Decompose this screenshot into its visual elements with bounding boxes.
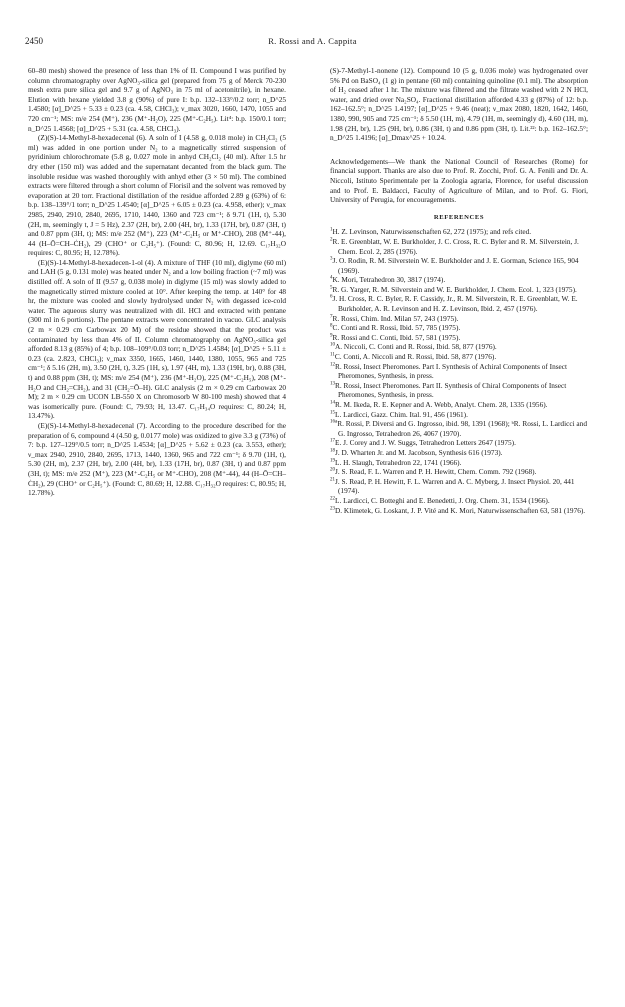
reference-number: 17: [330, 438, 335, 444]
reference-text: H. Z. Levinson, Naturwissenschaften 62, 272 (1975); and refs cited.: [332, 227, 532, 237]
section-spacer: [330, 143, 588, 157]
body-paragraph: (Z)(S)-14-Methyl-8-hexadecenal (6). A soln of I (4.58 g, 0.018 mole) in CH₂Cl₂ (5 ml) was added in one portion under N₂ to a magnetically stirred suspension of pyridinium chlorochromate (5.8 g, 0.027 mole in anhyd CH₂Cl₂ (40 ml). After 1.5 hr dry ether (150 ml) was added and the supernatant decanted from the black gum. The insoluble residue was washed thoroughly with anhyd ether (3 × 50 ml). The combined extracts were filtered through a short column of Florisil and the solvent was removed by evaporation at 20 torr. Fractional distillation of the residue afforded 2.89 g (63%) of 6: b.p. 138–139°/1 torr; n_D^25 1.4540; [α]_D^25 + 6.05 ± 0.23 (ca. 4.958, ether); ν_max 2985, 2940, 2910, 2840, 2695, 1710, 1440, 1360 and 723 cm⁻¹; δ 9.71 (1H, t), 5.30 (2H, m, seemingly t, J = 5 Hz), 2.37 (2H, br), 2.00 (4H, br), 1.33 (17H, br), 0.87 (3H, t) and 0.87 ppm (3H, t); MS: m/e 252 (M⁺), 223 (M⁺-C₂H₅ or M⁺-CHO), 208 (M⁺-44), 44 (H–Ō=CH–ĊH₂), 29 (CHO⁺ or C₂H₅⁺). (Found: C, 80.96; H, 12.69. C₁₇H₃₂O requires: C, 80.95; H, 12.78%).: [28, 133, 286, 258]
reference-number: 23: [330, 506, 335, 512]
reference-text: K. Mori, Tetrahedron 30, 3817 (1974).: [332, 275, 446, 285]
body-paragraph: 60–80 mesh) showed the presence of less than 1% of II. Compound I was purified by column chromatography over AgNO₃-silica gel (prepared from 75 g of Merck 70-230 mesh extra pure silica gel and 9.7 g of AgNO₃ in 75 ml of acetonitrile), in hexane. Elution with hexane yielded 3.8 g (90%) of pure I: b.p. 132–133°/0.2 torr; n_D^25 1.4580; [α]_D^25 + 5.33 ± 0.23 (ca. 4.58, CHCl₃); ν_max 3020, 1660, 1470, 1055 and 720 cm⁻¹; MS: m/e 254 (M⁺), 236 (M⁺-H₂O), 225 (M⁺-C₂H₅). Lit⁴: b.p. 150/0.1 torr; n_D^25 1.4568; [α]_D^25 + 5.31 (ca. 4.58, CHCl₃).: [28, 66, 286, 133]
reference-item: [330, 419, 588, 438]
reference-item: [330, 323, 588, 333]
reference-number: 3: [330, 256, 333, 262]
reference-item: [330, 237, 588, 256]
reference-item: [330, 400, 588, 410]
reference-text: R. E. Greenblatt, W. E. Burkholder, J. C. Cross, R. C. Byler and R. M. Silverstein, J. Chem. Ecol. 2, 285 (1976).: [332, 236, 579, 256]
right-column: [330, 66, 588, 515]
reference-item: [330, 275, 588, 285]
reference-item: [330, 285, 588, 295]
reference-number: 1: [330, 227, 333, 233]
reference-text: L. Lardicci, Gazz. Chim. Ital. 91, 456 (1961).: [335, 409, 468, 419]
reference-item: [330, 506, 588, 516]
reference-item: [330, 448, 588, 458]
reference-item: [330, 496, 588, 506]
reference-number: 6: [330, 295, 333, 301]
reference-number: 11: [330, 352, 335, 358]
acknowledgements: Acknowledgements—We thank the National Council of Researches (Rome) for financial support. Thanks are also due to Prof. R. Zocchi, Prof. G. A. Fenili and Dr. A. Niccoli, Istituto Sperimentale per la Zoologia agraria, Florence, for useful discussion and to Prof. E. Baldacci, Faculty of Agriculture of Milan, and to Prof. G. Fiori, University of Perugia, for encouragements.: [330, 156, 588, 205]
reference-text: J. S. Read, P. H. Hewitt, F. L. Warren and A. C. Myberg, J. Insect Physiol. 20, 441 (1974).: [335, 476, 575, 496]
reference-number: 20: [330, 467, 335, 473]
reference-text: R. G. Yarger, R. M. Silverstein and W. E. Burkholder, J. Chem. Ecol. 1, 323 (1975).: [332, 284, 577, 294]
reference-text: R. Rossi, P. Diversi and G. Ingrosso, ibid. 98, 1391 (1968); ᵇR. Rossi, L. Lardicci and G. Ingrosso, Tetrahedron 26, 4067 (1970).: [337, 419, 587, 438]
body-paragraph: (S)-7-Methyl-1-nonene (12). Compound 10 (5 g, 0.036 mole) was hydrogenated over 5% Pd on BaSO₄ (1 g) in pentane (60 ml) containing quinoline (0.1 ml). The absorption of H₂ ceased after 1 hr. The mixture was filtered and the filtrate washed with 2 N HCl, water, and dried over Na₂SO₄. Fractional distillation afforded 4.33 g (87%) of 12: b.p. 162–162.5°; n_D^25 1.4197; [α]_D^25 + 9.46 (neat); ν_max 2080, 1820, 1642, 1460, 1380, 990, 905 and 725 cm⁻¹; δ 5.50 (1H, m), 4.79 (1H, m, seemingly d), 4.60 (1H, m), 1.98 (2H, br), 1.25 (9H, br), 0.86 (3H, t) and 0.86 ppm (3H, t). Lit.²²: b.p. 162–162.5°; n_D^25 1.4196; [α]_Dmax^25 + 10.24.: [330, 66, 588, 143]
reference-number: 12: [330, 362, 335, 368]
body-paragraph: (E)(S)-14-Methyl-8-hexadecen-1-ol (4). A mixture of THF (10 ml), diglyme (60 ml) and LAH (5 g, 0.131 mole) was heated under N₂ and a low boiling fraction (~7 ml) was distilled off. A soln of II (9.57 g, 0.038 mole) in diglyme (15 ml) was slowly added to the magnetically stirred mixture cooled at 10°. After keeping the temp. at 140° for 48 hr, the mixture was cooled and slowly hydrolysed under N₂ with degassed ice-cold water. The aqueous slurry was neutralized with dil. HCl and extracted with pentane (300 ml in 6 portions). The pentane extracts were concentrated in vacuo. GLC analysis (2 m × 0.29 cm Carbowax 20 M) of the residue showed that the product was contaminated by less than 4% of II. Column chromatography on AgNO₃-silica gel afforded 8.13 g (85%) of 4; b.p. 108–109°/0.03 torr; n_D^25 1.4584; [α]_D^25 + 5.11 ± 0.23 (ca. 2.823, CHCl₃); ν_max 3350, 1665, 1460, 1440, 1380, 1055, 965 and 725 cm⁻¹; δ 5.16 (2H, m), 3.50 (2H, t), 3.25 (1H, s), 1.97 (4H, m), 1.33 (19H, br), 0.88 (3H, t) and 0.88 ppm (3H, t); MS: m/e 254 (M⁺), 236 (M⁺-H₂O), 225 (M⁺-C₂H₅), 208 (M⁺-H₂O and CH₂=CH₂), and 31 (CH₂=Ō–H). GLC analysis (2 m × 0.29 cm Carbowax 20 M); 2 m × 0.29 cm UCON LB-550 X on Chromosorb W 80-100 mesh) showed that 4 was isomerically pure. (Found: C, 79.93; H, 13.47. C₁₇H₃₄O requires: C, 80.24; H, 13.47%).: [28, 257, 286, 421]
reference-text: R. Rossi, Insect Pheromones. Part I. Synthesis of Achiral Components of Insect Pheromones, Synthesis, in press.: [335, 361, 568, 381]
reference-text: C. Conti, A. Niccoli and R. Rossi, Ibid. 58, 877 (1976).: [334, 352, 497, 362]
reference-text: R. Rossi, Chim. Ind. Milan 57, 243 (1975).: [332, 313, 459, 323]
reference-text: D. Klimetek, G. Loskant, J. P. Vité and K. Mori, Naturwissenschaften 63, 581 (1976).: [335, 505, 586, 515]
reference-item: [330, 352, 588, 362]
reference-item: [330, 342, 588, 352]
references-heading: REFERENCES: [433, 213, 485, 221]
reference-text: L. Lardicci, C. Botteghi and E. Benedetti, J. Org. Chem. 31, 1534 (1966).: [335, 495, 550, 505]
reference-text: R. Rossi, Insect Pheromones. Part II. Synthesis of Chiral Components of Insect Pheromones, Synthesis, in press.: [335, 380, 567, 400]
reference-item: [330, 314, 588, 324]
reference-number: 7: [330, 314, 333, 320]
reference-number: 14: [330, 400, 335, 406]
reference-text: L. H. Slaugh, Tetrahedron 22, 1741 (1966).: [335, 457, 462, 467]
page-number: 2450: [25, 36, 43, 46]
reference-text: E. J. Corey and J. W. Suggs, Tetrahedron Letters 2647 (1975).: [335, 438, 516, 448]
reference-item: [330, 294, 588, 313]
reference-text: A. Niccoli, C. Conti and R. Rossi, Ibid. 58, 877 (1976).: [335, 342, 497, 352]
reference-text: R. Rossi and C. Conti, Ibid. 57, 581 (1975).: [332, 332, 461, 342]
body-paragraph: (E)(S)-14-Methyl-8-hexadecenal (7). According to the procedure described for the preparation of 6, compound 4 (4.50 g, 0.0177 mole) was oxidized to give 3.3 g (73%) of 7: b.p. 127–129°/0.5 torr; n_D^25 1.4534; [α]_D^25 + 5.62 ± 0.23 (ca. 3.553, ether); ν_max 2940, 2910, 2840, 2695, 1713, 1440, 1360, 965 and 722 cm⁻¹; δ 9.70 (1H, t), 5.30 (2H, m), 2.37 (2H, br), 2.00 (4H, br), 1.33 (17H, br), 0.87 (3H, t) and 0.87 ppm (3H, t); MS: m/e 252 (M⁺), 223 (M⁺-C₂H₅ or M⁺-CHO), 208 (M⁺-44), 44 (H–Ō=CH–ĊH₂), 29 (CHO⁺ or C₂H₅⁺). (Found: C, 80.69; H, 12.88. C₁₇H₃₂O requires: C, 80.95; H, 12.78%).: [28, 420, 286, 498]
reference-text: J. S. Read, F. L. Warren and P. H. Hewitt, Chem. Comm. 792 (1968).: [335, 467, 537, 477]
reference-text: C. Conti and R. Rossi, Ibid. 57, 785 (1975).: [332, 323, 461, 333]
reference-item: [330, 256, 588, 275]
reference-number: 21: [330, 477, 335, 483]
reference-text: R. M. Ikeda, R. E. Kepner and A. Webb, Analyt. Chem. 28, 1335 (1956).: [335, 400, 548, 409]
reference-item: [330, 458, 588, 468]
reference-number: 5: [330, 285, 333, 291]
reference-item: [330, 467, 588, 477]
running-head: R. Rossi and A. Cappita: [268, 36, 357, 46]
reference-text: J. O. Rodin, R. M. Silverstein W. E. Burkholder and J. E. Gorman, Science 165, 904 (1969).: [332, 256, 579, 275]
reference-number: 13: [330, 381, 335, 387]
reference-number: 22: [330, 496, 335, 502]
left-column: [28, 66, 286, 498]
reference-item: [330, 477, 588, 496]
reference-number: 2: [330, 237, 333, 243]
reference-number: 8: [330, 323, 333, 329]
reference-number: 4: [330, 275, 333, 281]
reference-text: J. D. Wharten Jr. and M. Jacobson, Synthesis 616 (1973).: [335, 447, 503, 457]
reference-item: [330, 227, 588, 237]
reference-number: 15: [330, 410, 335, 416]
reference-number: 19: [330, 458, 335, 464]
reference-number: 9: [330, 333, 333, 339]
reference-number: 16a: [330, 419, 338, 425]
reference-item: [330, 410, 588, 420]
reference-item: [330, 333, 588, 343]
reference-list: [330, 227, 588, 515]
reference-text: J. H. Cross, R. C. Byler, R. F. Cassidy, Jr., R. M. Silverstein, R. E. Greenblatt, W. E. Burkholder, A. R. Levinson and H. Z. Levinson, Ibid. 2, 457 (1976).: [332, 294, 578, 314]
reference-number: 18: [330, 448, 335, 454]
reference-item: [330, 438, 588, 448]
reference-number: 10: [330, 343, 335, 349]
reference-item: [330, 381, 588, 400]
reference-item: [330, 362, 588, 381]
